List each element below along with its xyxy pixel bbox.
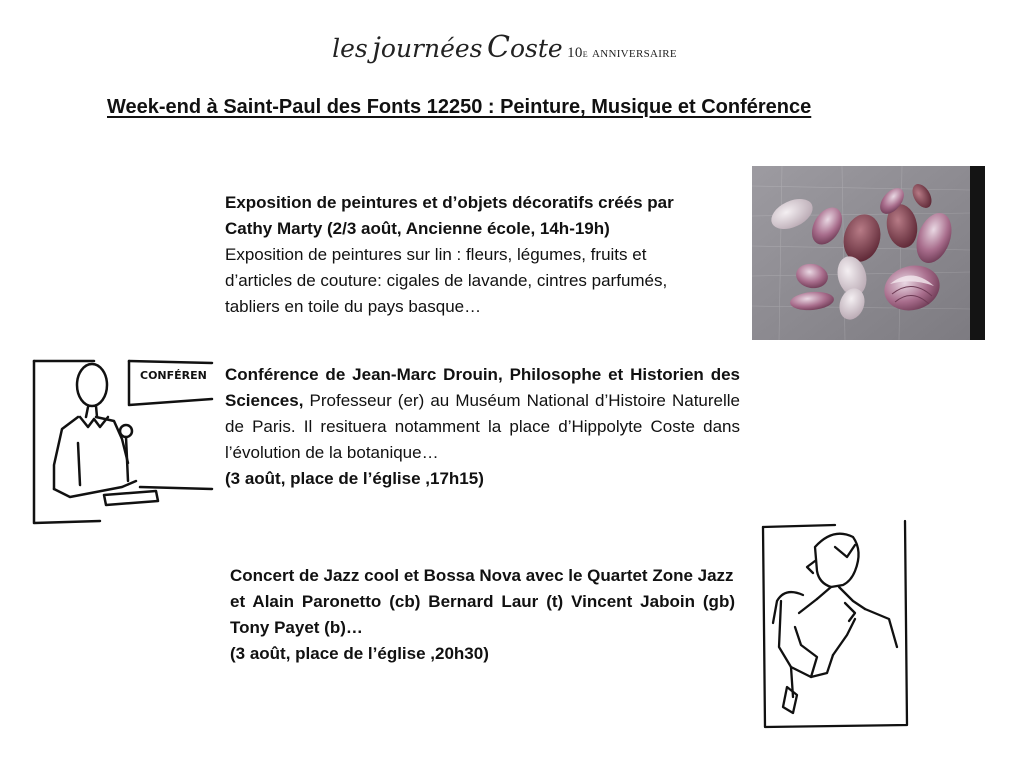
anniversary-word: anniversaire [591, 45, 677, 61]
conference-body: Professeur (er) au Muséum National d’Histoire Naturelle de Paris. Il resituera notamment la place d’Hippolyte Coste dans l’évolution de la botanique… [225, 391, 740, 462]
exhibition-heading-line1: Exposition de peintures et d’objets décoratifs créés par [225, 193, 674, 212]
concert-section [230, 563, 735, 667]
exhibition-heading-line2: Cathy Marty (2/3 août, Ancienne école, 14h-19h) [225, 219, 610, 238]
conference-speaker-sketch [30, 355, 214, 527]
page-header [0, 30, 1009, 65]
concert-line2: et Alain Paronetto (cb) Bernard Laur (t) Vincent Jaboin (gb) Tony Payet (b)… [230, 592, 735, 637]
conference-when: (3 août, place de l’église ,17h15) [225, 469, 484, 488]
anniversary-label [567, 45, 677, 61]
page-title: Week-end à Saint-Paul des Fonts 12250 : Peinture, Musique et Conférence [107, 96, 812, 118]
conference-sign-text: CONFÉREN [140, 369, 207, 382]
brand-c: C [486, 30, 510, 65]
brand-oste: oste [509, 34, 563, 63]
conference-section [225, 362, 740, 492]
anniversary-sup: e [582, 48, 588, 60]
conference-heading: Conférence de Jean-Marc Drouin, Philosophe et Historien des Sciences, [225, 365, 740, 410]
concert-line1: Concert de Jazz cool et Bossa Nova avec le Quartet Zone Jazz [230, 566, 734, 585]
exhibition-body-line1: Exposition de peintures sur lin : fleurs, légumes, fruits et [225, 245, 647, 264]
exhibition-section [225, 190, 745, 320]
exhibition-body-line3: tabliers en toile du pays basque… [225, 297, 482, 316]
exhibition-body-line2: d’articles de couture: cigales de lavande, cintres parfumés, [225, 271, 668, 290]
brand-ournees: ournées [380, 34, 483, 63]
brand-j: j [372, 31, 381, 64]
anniversary-number: 10 [567, 45, 583, 61]
concert-when: (3 août, place de l’église ,20h30) [230, 644, 489, 663]
saxophonist-sketch [755, 517, 913, 730]
brand-les: les [332, 34, 368, 63]
garlic-painting-image [752, 166, 985, 340]
